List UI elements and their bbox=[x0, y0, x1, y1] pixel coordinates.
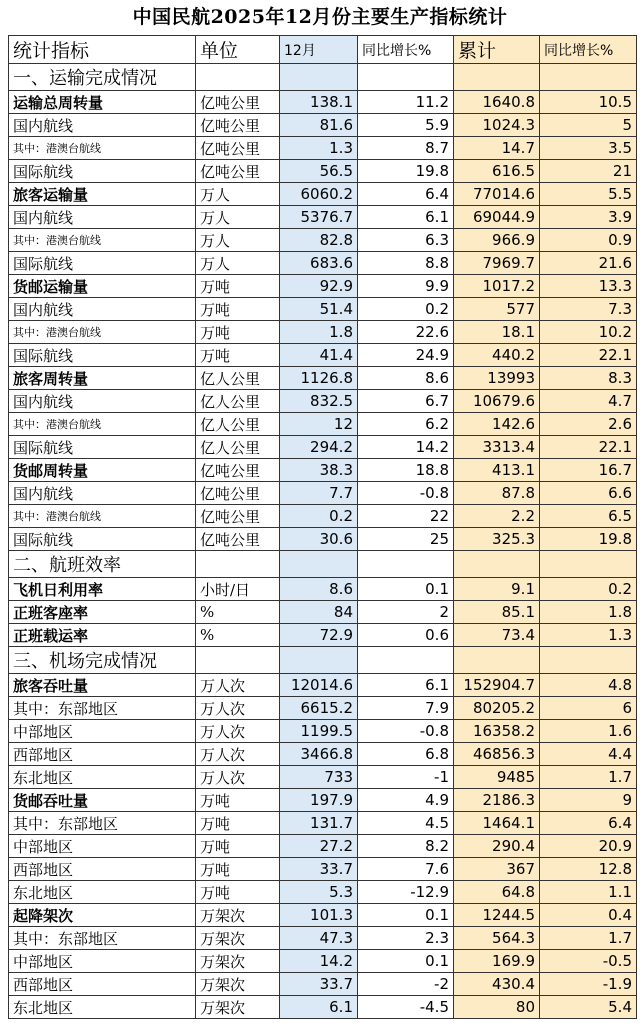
cumulative-yoy: 1.3 bbox=[540, 624, 637, 647]
table-row bbox=[9, 390, 637, 413]
month-value: 12 bbox=[280, 413, 358, 436]
cumulative-yoy: 0.9 bbox=[540, 229, 637, 252]
indicator-name: 国内航线 bbox=[9, 114, 196, 137]
month-yoy: 8.2 bbox=[358, 835, 454, 858]
table-row bbox=[9, 674, 637, 697]
blank-cell bbox=[454, 551, 540, 578]
month-value: 5.3 bbox=[280, 881, 358, 904]
month-yoy: 9.9 bbox=[358, 275, 454, 298]
month-yoy: 0.1 bbox=[358, 904, 454, 927]
blank-cell bbox=[280, 64, 358, 91]
indicator-name: 货邮运输量 bbox=[9, 275, 196, 298]
header-month: 12月 bbox=[280, 36, 358, 64]
header-cumulative-yoy: 同比增长% bbox=[540, 36, 637, 64]
unit-cell: 万人次 bbox=[196, 720, 280, 743]
month-yoy: 6.8 bbox=[358, 743, 454, 766]
cumulative-yoy: 5.5 bbox=[540, 183, 637, 206]
month-value: 6615.2 bbox=[280, 697, 358, 720]
table-row bbox=[9, 835, 637, 858]
month-yoy: 6.1 bbox=[358, 674, 454, 697]
month-value: 47.3 bbox=[280, 927, 358, 950]
month-value: 1126.8 bbox=[280, 367, 358, 390]
unit-cell: 万吨 bbox=[196, 835, 280, 858]
month-value: 101.3 bbox=[280, 904, 358, 927]
unit-cell: 万吨 bbox=[196, 321, 280, 344]
cumulative-yoy: 4.8 bbox=[540, 674, 637, 697]
blank-cell bbox=[540, 64, 637, 91]
month-yoy: 6.1 bbox=[358, 206, 454, 229]
cumulative-yoy: 6 bbox=[540, 697, 637, 720]
unit-cell: 亿吨公里 bbox=[196, 91, 280, 114]
table-row bbox=[9, 743, 637, 766]
table-row bbox=[9, 459, 637, 482]
month-yoy: -12.9 bbox=[358, 881, 454, 904]
month-value: 1.8 bbox=[280, 321, 358, 344]
month-value: 832.5 bbox=[280, 390, 358, 413]
blank-cell bbox=[358, 64, 454, 91]
month-yoy: 18.8 bbox=[358, 459, 454, 482]
stats-table bbox=[8, 35, 637, 1019]
month-yoy: 22 bbox=[358, 505, 454, 528]
table-row bbox=[9, 413, 637, 436]
month-value: 294.2 bbox=[280, 436, 358, 459]
month-yoy: 0.1 bbox=[358, 950, 454, 973]
cumulative-value: 440.2 bbox=[454, 344, 540, 367]
cumulative-value: 69044.9 bbox=[454, 206, 540, 229]
month-yoy: -0.8 bbox=[358, 482, 454, 505]
indicator-name: 其中：东部地区 bbox=[9, 812, 196, 835]
cumulative-value: 1244.5 bbox=[454, 904, 540, 927]
cumulative-value: 46856.3 bbox=[454, 743, 540, 766]
month-value: 30.6 bbox=[280, 528, 358, 551]
indicator-name: 国际航线 bbox=[9, 160, 196, 183]
cumulative-yoy: 5.4 bbox=[540, 996, 637, 1019]
month-value: 72.9 bbox=[280, 624, 358, 647]
cumulative-value: 87.8 bbox=[454, 482, 540, 505]
indicator-name: 其中：东部地区 bbox=[9, 697, 196, 720]
month-yoy: 5.9 bbox=[358, 114, 454, 137]
unit-cell: 万吨 bbox=[196, 812, 280, 835]
month-value: 12014.6 bbox=[280, 674, 358, 697]
month-value: 138.1 bbox=[280, 91, 358, 114]
table-row bbox=[9, 950, 637, 973]
header-row bbox=[9, 36, 637, 64]
cumulative-yoy: 4.7 bbox=[540, 390, 637, 413]
unit-cell: % bbox=[196, 624, 280, 647]
indicator-name: 其中：港澳台航线 bbox=[9, 137, 196, 160]
unit-cell: 万人次 bbox=[196, 697, 280, 720]
indicator-name: 国内航线 bbox=[9, 390, 196, 413]
cumulative-yoy: 6.6 bbox=[540, 482, 637, 505]
month-value: 56.5 bbox=[280, 160, 358, 183]
section-row bbox=[9, 551, 637, 578]
cumulative-yoy: 8.3 bbox=[540, 367, 637, 390]
month-value: 33.7 bbox=[280, 858, 358, 881]
cumulative-yoy: 12.8 bbox=[540, 858, 637, 881]
cumulative-value: 2.2 bbox=[454, 505, 540, 528]
unit-cell: 万吨 bbox=[196, 344, 280, 367]
cumulative-value: 290.4 bbox=[454, 835, 540, 858]
month-value: 14.2 bbox=[280, 950, 358, 973]
unit-cell: 万吨 bbox=[196, 858, 280, 881]
indicator-name: 国内航线 bbox=[9, 482, 196, 505]
unit-cell: 万人 bbox=[196, 206, 280, 229]
month-value: 683.6 bbox=[280, 252, 358, 275]
unit-cell: 万架次 bbox=[196, 950, 280, 973]
indicator-name: 货邮吞吐量 bbox=[9, 789, 196, 812]
cumulative-yoy: 0.4 bbox=[540, 904, 637, 927]
month-yoy: 19.8 bbox=[358, 160, 454, 183]
cumulative-yoy: 2.6 bbox=[540, 413, 637, 436]
month-value: 6060.2 bbox=[280, 183, 358, 206]
month-yoy: 22.6 bbox=[358, 321, 454, 344]
month-value: 27.2 bbox=[280, 835, 358, 858]
month-value: 82.8 bbox=[280, 229, 358, 252]
cumulative-yoy: 6.4 bbox=[540, 812, 637, 835]
unit-cell: 万人次 bbox=[196, 766, 280, 789]
month-value: 0.2 bbox=[280, 505, 358, 528]
cumulative-value: 13993 bbox=[454, 367, 540, 390]
indicator-name: 旅客吞吐量 bbox=[9, 674, 196, 697]
month-yoy: 24.9 bbox=[358, 344, 454, 367]
blank-cell bbox=[540, 551, 637, 578]
blank-cell bbox=[454, 647, 540, 674]
cumulative-yoy: 1.6 bbox=[540, 720, 637, 743]
unit-cell: 亿吨公里 bbox=[196, 482, 280, 505]
blank-cell bbox=[196, 647, 280, 674]
table-row bbox=[9, 114, 637, 137]
cumulative-value: 142.6 bbox=[454, 413, 540, 436]
indicator-name: 其中：东部地区 bbox=[9, 927, 196, 950]
blank-cell bbox=[280, 551, 358, 578]
cumulative-yoy: -0.5 bbox=[540, 950, 637, 973]
table-row bbox=[9, 160, 637, 183]
cumulative-yoy: 3.5 bbox=[540, 137, 637, 160]
unit-cell: 万人 bbox=[196, 183, 280, 206]
table-row bbox=[9, 436, 637, 459]
cumulative-yoy: 1.8 bbox=[540, 601, 637, 624]
table-row bbox=[9, 697, 637, 720]
indicator-name: 运输总周转量 bbox=[9, 91, 196, 114]
indicator-name: 中部地区 bbox=[9, 720, 196, 743]
month-value: 5376.7 bbox=[280, 206, 358, 229]
table-row bbox=[9, 789, 637, 812]
unit-cell: 亿人公里 bbox=[196, 390, 280, 413]
indicator-name: 正班客座率 bbox=[9, 601, 196, 624]
cumulative-yoy: 13.3 bbox=[540, 275, 637, 298]
month-yoy: 6.2 bbox=[358, 413, 454, 436]
cumulative-value: 430.4 bbox=[454, 973, 540, 996]
cumulative-yoy: 1.7 bbox=[540, 766, 637, 789]
month-value: 84 bbox=[280, 601, 358, 624]
blank-cell bbox=[454, 64, 540, 91]
unit-cell: % bbox=[196, 601, 280, 624]
cumulative-yoy: 10.2 bbox=[540, 321, 637, 344]
cumulative-value: 1017.2 bbox=[454, 275, 540, 298]
section-row bbox=[9, 64, 637, 91]
table-row bbox=[9, 505, 637, 528]
table-row bbox=[9, 528, 637, 551]
indicator-name: 西部地区 bbox=[9, 973, 196, 996]
cumulative-value: 1464.1 bbox=[454, 812, 540, 835]
month-yoy: 4.9 bbox=[358, 789, 454, 812]
cumulative-value: 1024.3 bbox=[454, 114, 540, 137]
month-value: 33.7 bbox=[280, 973, 358, 996]
cumulative-value: 77014.6 bbox=[454, 183, 540, 206]
unit-cell: 亿人公里 bbox=[196, 367, 280, 390]
header-unit: 单位 bbox=[196, 36, 280, 64]
indicator-name: 西部地区 bbox=[9, 743, 196, 766]
cumulative-value: 18.1 bbox=[454, 321, 540, 344]
indicator-name: 国际航线 bbox=[9, 436, 196, 459]
unit-cell: 小时/日 bbox=[196, 578, 280, 601]
table-row bbox=[9, 91, 637, 114]
month-yoy: 11.2 bbox=[358, 91, 454, 114]
unit-cell: 万人 bbox=[196, 252, 280, 275]
unit-cell: 万架次 bbox=[196, 927, 280, 950]
cumulative-value: 3313.4 bbox=[454, 436, 540, 459]
month-value: 1199.5 bbox=[280, 720, 358, 743]
header-indicator: 统计指标 bbox=[9, 36, 196, 64]
cumulative-value: 9485 bbox=[454, 766, 540, 789]
month-yoy: -0.8 bbox=[358, 720, 454, 743]
month-yoy: 6.4 bbox=[358, 183, 454, 206]
section-title: 一、运输完成情况 bbox=[9, 64, 196, 91]
indicator-name: 起降架次 bbox=[9, 904, 196, 927]
month-yoy: 0.2 bbox=[358, 298, 454, 321]
cumulative-value: 16358.2 bbox=[454, 720, 540, 743]
month-value: 7.7 bbox=[280, 482, 358, 505]
table-row bbox=[9, 927, 637, 950]
cumulative-value: 9.1 bbox=[454, 578, 540, 601]
month-value: 41.4 bbox=[280, 344, 358, 367]
cumulative-value: 367 bbox=[454, 858, 540, 881]
indicator-name: 其中：港澳台航线 bbox=[9, 505, 196, 528]
unit-cell: 万人次 bbox=[196, 674, 280, 697]
cumulative-yoy: 5 bbox=[540, 114, 637, 137]
section-title: 三、机场完成情况 bbox=[9, 647, 196, 674]
month-yoy: 14.2 bbox=[358, 436, 454, 459]
month-value: 6.1 bbox=[280, 996, 358, 1019]
month-value: 131.7 bbox=[280, 812, 358, 835]
unit-cell: 亿吨公里 bbox=[196, 505, 280, 528]
table-row bbox=[9, 904, 637, 927]
month-yoy: 8.6 bbox=[358, 367, 454, 390]
month-yoy: 6.3 bbox=[358, 229, 454, 252]
cumulative-value: 73.4 bbox=[454, 624, 540, 647]
unit-cell: 万人 bbox=[196, 229, 280, 252]
blank-cell bbox=[196, 551, 280, 578]
month-yoy: 4.5 bbox=[358, 812, 454, 835]
cumulative-yoy: 21 bbox=[540, 160, 637, 183]
cumulative-value: 80 bbox=[454, 996, 540, 1019]
unit-cell: 亿吨公里 bbox=[196, 459, 280, 482]
table-row bbox=[9, 229, 637, 252]
unit-cell: 万吨 bbox=[196, 789, 280, 812]
month-yoy: 25 bbox=[358, 528, 454, 551]
indicator-name: 其中：港澳台航线 bbox=[9, 229, 196, 252]
table-row bbox=[9, 812, 637, 835]
table-row bbox=[9, 206, 637, 229]
section-row bbox=[9, 647, 637, 674]
unit-cell: 亿人公里 bbox=[196, 436, 280, 459]
month-yoy: -1 bbox=[358, 766, 454, 789]
table-row bbox=[9, 578, 637, 601]
table-row bbox=[9, 973, 637, 996]
indicator-name: 中部地区 bbox=[9, 950, 196, 973]
indicator-name: 其中：港澳台航线 bbox=[9, 321, 196, 344]
cumulative-yoy: -1.9 bbox=[540, 973, 637, 996]
unit-cell: 万吨 bbox=[196, 275, 280, 298]
month-value: 733 bbox=[280, 766, 358, 789]
table-row bbox=[9, 183, 637, 206]
table-row bbox=[9, 601, 637, 624]
table-row bbox=[9, 321, 637, 344]
month-yoy: 6.7 bbox=[358, 390, 454, 413]
cumulative-value: 577 bbox=[454, 298, 540, 321]
indicator-name: 旅客运输量 bbox=[9, 183, 196, 206]
month-value: 92.9 bbox=[280, 275, 358, 298]
table-row bbox=[9, 766, 637, 789]
table-row bbox=[9, 252, 637, 275]
unit-cell: 万吨 bbox=[196, 298, 280, 321]
cumulative-value: 85.1 bbox=[454, 601, 540, 624]
cumulative-value: 413.1 bbox=[454, 459, 540, 482]
month-yoy: 7.9 bbox=[358, 697, 454, 720]
table-row bbox=[9, 298, 637, 321]
month-value: 38.3 bbox=[280, 459, 358, 482]
cumulative-yoy: 4.4 bbox=[540, 743, 637, 766]
unit-cell: 万吨 bbox=[196, 881, 280, 904]
unit-cell: 亿吨公里 bbox=[196, 114, 280, 137]
indicator-name: 国内航线 bbox=[9, 206, 196, 229]
unit-cell: 亿吨公里 bbox=[196, 528, 280, 551]
unit-cell: 万架次 bbox=[196, 904, 280, 927]
page-title: 中国民航2025年12月份主要生产指标统计 bbox=[132, 6, 508, 28]
blank-cell bbox=[358, 551, 454, 578]
blank-cell bbox=[280, 647, 358, 674]
cumulative-yoy: 20.9 bbox=[540, 835, 637, 858]
cumulative-yoy: 21.6 bbox=[540, 252, 637, 275]
indicator-name: 东北地区 bbox=[9, 881, 196, 904]
unit-cell: 亿人公里 bbox=[196, 413, 280, 436]
month-value: 81.6 bbox=[280, 114, 358, 137]
cumulative-value: 1640.8 bbox=[454, 91, 540, 114]
section-title: 二、航班效率 bbox=[9, 551, 196, 578]
indicator-name: 正班载运率 bbox=[9, 624, 196, 647]
cumulative-value: 152904.7 bbox=[454, 674, 540, 697]
table-row bbox=[9, 344, 637, 367]
cumulative-value: 2186.3 bbox=[454, 789, 540, 812]
table-row bbox=[9, 720, 637, 743]
unit-cell: 亿吨公里 bbox=[196, 160, 280, 183]
table-row bbox=[9, 275, 637, 298]
cumulative-value: 14.7 bbox=[454, 137, 540, 160]
indicator-name: 国际航线 bbox=[9, 344, 196, 367]
header-yoy: 同比增长% bbox=[358, 36, 454, 64]
table-row bbox=[9, 996, 637, 1019]
indicator-name: 国际航线 bbox=[9, 252, 196, 275]
month-yoy: 8.8 bbox=[358, 252, 454, 275]
unit-cell: 万人次 bbox=[196, 743, 280, 766]
indicator-name: 货邮周转量 bbox=[9, 459, 196, 482]
cumulative-yoy: 16.7 bbox=[540, 459, 637, 482]
cumulative-value: 616.5 bbox=[454, 160, 540, 183]
cumulative-value: 7969.7 bbox=[454, 252, 540, 275]
cumulative-yoy: 7.3 bbox=[540, 298, 637, 321]
cumulative-value: 169.9 bbox=[454, 950, 540, 973]
month-yoy: 7.6 bbox=[358, 858, 454, 881]
month-yoy: 0.1 bbox=[358, 578, 454, 601]
month-yoy: 8.7 bbox=[358, 137, 454, 160]
unit-cell: 万架次 bbox=[196, 996, 280, 1019]
month-value: 197.9 bbox=[280, 789, 358, 812]
indicator-name: 其中：港澳台航线 bbox=[9, 413, 196, 436]
table-row bbox=[9, 367, 637, 390]
cumulative-value: 64.8 bbox=[454, 881, 540, 904]
cumulative-value: 10679.6 bbox=[454, 390, 540, 413]
table-row bbox=[9, 624, 637, 647]
indicator-name: 国内航线 bbox=[9, 298, 196, 321]
table-row bbox=[9, 858, 637, 881]
month-value: 1.3 bbox=[280, 137, 358, 160]
header-cumulative: 累计 bbox=[454, 36, 540, 64]
month-yoy: 2.3 bbox=[358, 927, 454, 950]
cumulative-yoy: 1.7 bbox=[540, 927, 637, 950]
cumulative-yoy: 3.9 bbox=[540, 206, 637, 229]
unit-cell: 亿吨公里 bbox=[196, 137, 280, 160]
month-value: 8.6 bbox=[280, 578, 358, 601]
month-yoy: 2 bbox=[358, 601, 454, 624]
cumulative-yoy: 22.1 bbox=[540, 436, 637, 459]
month-value: 51.4 bbox=[280, 298, 358, 321]
cumulative-yoy: 22.1 bbox=[540, 344, 637, 367]
table-row bbox=[9, 881, 637, 904]
indicator-name: 东北地区 bbox=[9, 996, 196, 1019]
indicator-name: 西部地区 bbox=[9, 858, 196, 881]
table-row bbox=[9, 482, 637, 505]
blank-cell bbox=[358, 647, 454, 674]
cumulative-yoy: 9 bbox=[540, 789, 637, 812]
indicator-name: 旅客周转量 bbox=[9, 367, 196, 390]
cumulative-yoy: 1.1 bbox=[540, 881, 637, 904]
indicator-name: 东北地区 bbox=[9, 766, 196, 789]
month-yoy: 0.6 bbox=[358, 624, 454, 647]
unit-cell: 万架次 bbox=[196, 973, 280, 996]
cumulative-value: 80205.2 bbox=[454, 697, 540, 720]
table-row bbox=[9, 137, 637, 160]
month-value: 3466.8 bbox=[280, 743, 358, 766]
cumulative-value: 966.9 bbox=[454, 229, 540, 252]
indicator-name: 国际航线 bbox=[9, 528, 196, 551]
cumulative-yoy: 6.5 bbox=[540, 505, 637, 528]
cumulative-yoy: 19.8 bbox=[540, 528, 637, 551]
blank-cell bbox=[540, 647, 637, 674]
indicator-name: 飞机日利用率 bbox=[9, 578, 196, 601]
cumulative-value: 325.3 bbox=[454, 528, 540, 551]
month-yoy: -2 bbox=[358, 973, 454, 996]
cumulative-yoy: 10.5 bbox=[540, 91, 637, 114]
month-yoy: -4.5 bbox=[358, 996, 454, 1019]
cumulative-yoy: 0.2 bbox=[540, 578, 637, 601]
blank-cell bbox=[196, 64, 280, 91]
cumulative-value: 564.3 bbox=[454, 927, 540, 950]
indicator-name: 中部地区 bbox=[9, 835, 196, 858]
